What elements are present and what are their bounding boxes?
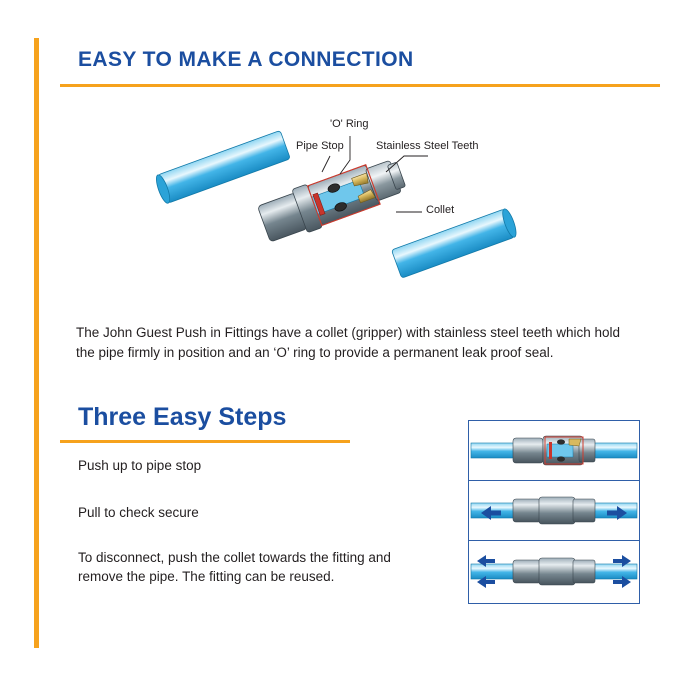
- step1-o-ring: [557, 439, 565, 444]
- section-title-three-easy-steps: Three Easy Steps: [78, 403, 287, 431]
- step1-pipe-right: [591, 443, 637, 458]
- step2-svg: [469, 481, 639, 540]
- step2-collet: [573, 499, 595, 522]
- callout-collet: Collet: [426, 204, 455, 216]
- step-item-2: Pull to check secure: [78, 505, 199, 520]
- step-item-1: Push up to pipe stop: [78, 458, 202, 473]
- step1-fitting-left: [513, 438, 543, 463]
- pipe-right: [391, 207, 518, 278]
- left-orange-rule: [34, 38, 39, 648]
- callout-pipe-stop: Pipe Stop: [296, 140, 344, 152]
- pipe-left: [154, 130, 291, 204]
- step1-pipe-left: [471, 443, 517, 458]
- callout-stainless-steel-teeth: Stainless Steel Teeth: [376, 140, 479, 152]
- intro-paragraph: The John Guest Push in Fittings have a collet (gripper) with stainless steel teeth which hold the pipe firmly in position and an ‘O’ ring to provide a permanent leak proof seal.: [76, 325, 621, 360]
- step3-fitting-left: [513, 560, 541, 583]
- steps-illustration-cell-2: [469, 481, 639, 541]
- connection-diagram: [190, 100, 520, 290]
- step1-teeth: [569, 439, 581, 446]
- step3-svg: [469, 541, 639, 602]
- step3-fitting-body: [539, 558, 575, 585]
- step1-svg: [469, 421, 639, 480]
- steps-illustration-cell-3: [469, 541, 639, 601]
- page-title: EASY TO MAKE A CONNECTION: [78, 48, 414, 71]
- steps-illustration-panel: [468, 420, 640, 604]
- section-divider: [60, 440, 350, 443]
- title-divider: [60, 84, 660, 87]
- step3-pipe-left: [471, 564, 515, 579]
- step1-pipe-stop: [549, 442, 552, 459]
- callout-o-ring: 'O' Ring: [330, 118, 369, 130]
- step3-collet: [573, 560, 595, 583]
- step1-o-ring-lower: [557, 456, 565, 461]
- fitting-assembly: [256, 153, 409, 246]
- step-item-3: To disconnect, push the collet towards the fitting and remove the pipe. The fitting can be reused.: [78, 550, 391, 584]
- step1-collet: [579, 439, 595, 462]
- steps-illustration-cell-1: [469, 421, 639, 481]
- step2-fitting-body: [539, 497, 575, 524]
- step3-pipe-right: [593, 564, 637, 579]
- step2-fitting-left: [513, 499, 541, 522]
